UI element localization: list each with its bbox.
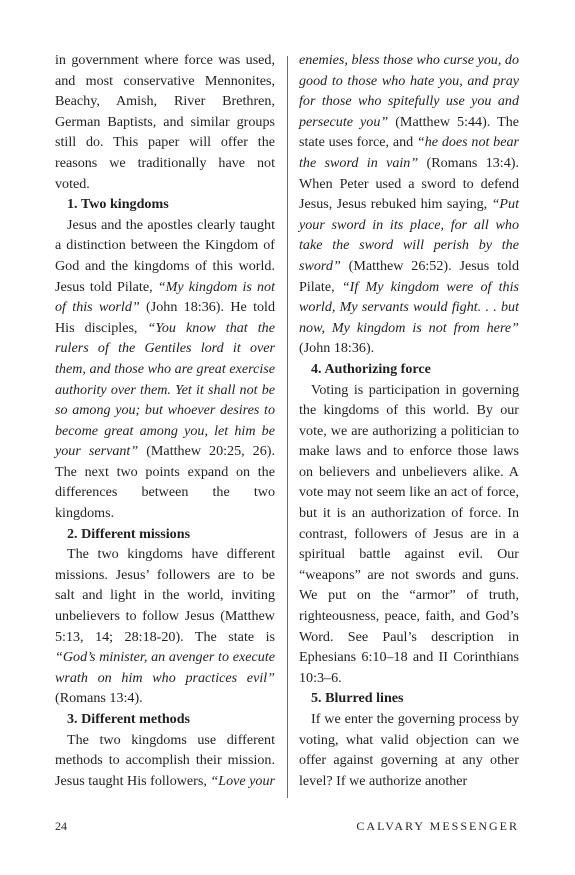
paragraph-continued xyxy=(299,50,519,359)
scripture-quote: “God’s minister, an avenger to execute wrath on him who practices evil” xyxy=(55,649,275,686)
scripture-quote: “If My kingdom were of this world, My servants would fight. . . but now, My kingdom is not from here” xyxy=(299,278,519,336)
scripture-quote: “My kingdom is not of this world” xyxy=(55,278,275,316)
paragraph-blurred-lines: If we enter the governing process by voting, what valid objection can we offer against governing at any other level? If we authorize another xyxy=(299,711,519,789)
paragraph-intro xyxy=(55,50,275,194)
page-number: 24 xyxy=(55,819,67,833)
running-title: CALVARY MESSENGER xyxy=(356,819,519,833)
paragraph-different-missions xyxy=(55,544,275,709)
heading-two-kingdoms: 1. Two kingdoms xyxy=(67,196,169,213)
paragraph-authorizing-force: Voting is participation in governing the kingdoms of this world. By our vote, we are authorizing a politician to make laws and to enforce those laws on believers and unbelievers alike. A vote may not seem like an act of force, but it is an authorization of force. In contrast, followers of Jesus are in a spiritual battle against evil. Our “weapons” are not swords and guns. We put on the “armor” of truth, righteousness, peace, faith, and God’s Word. See Paul’s description in Ephesians 6:10–18 and II Corinthians 10:3–6. xyxy=(299,381,519,686)
paragraph-text: (Romans 13:4). xyxy=(55,690,143,707)
paragraph-text: (John 18:36). xyxy=(299,340,375,357)
paragraph-two-kingdoms xyxy=(55,215,275,524)
heading-different-methods: 3. Different methods xyxy=(67,711,191,727)
scripture-quote: “he does not bear the sword in vain” xyxy=(299,134,519,171)
scripture-quote: “Put your sword in its place, for all who take the sword will perish by the sword” xyxy=(299,196,519,274)
paragraph-text: (Matthew 5:44). The state uses force, and xyxy=(299,113,519,151)
scripture-quote: enemies, bless those who curse you, do good to those who hate you, and pray for those who spitefully use you and persecute you” xyxy=(299,52,519,130)
paragraph-text: in government where force was used, and most conservative Mennonites, Beachy, Amish, River Brethren, German Baptists, and similar groups still do. This paper will offer the reasons we traditionally have not voted. xyxy=(55,52,275,192)
paragraph-text: (Matthew 20:25, 26). The next two points expand on the differences between the two kingdoms. xyxy=(55,443,275,522)
right-column xyxy=(299,50,519,791)
paragraph-different-methods xyxy=(55,730,275,792)
paragraph-text: Jesus and the apostles clearly taught a distinction between the Kingdom of God and the kingdoms of this world. Jesus told Pilate, xyxy=(55,216,275,295)
paragraph-text: (Romans 13:4). When Peter used a sword to defend Jesus, Jesus rebuked him saying, xyxy=(299,154,519,213)
column-divider xyxy=(287,56,288,798)
paragraph-text: (Matthew 26:52). Jesus told Pilate, xyxy=(299,257,519,295)
heading-authorizing-force: 4. Authorizing force xyxy=(311,360,431,377)
left-column xyxy=(55,50,275,791)
scripture-quote: “Love your xyxy=(210,772,276,789)
paragraph-text: The two kingdoms have different missions. Jesus’ followers are to be salt and light in the world, inviting unbelievers to follow Jesus (Matthew 5:13, 14; 28:18-20). The state is xyxy=(55,546,275,645)
paragraph-text: (John 18:36). He told His disciples, xyxy=(55,299,276,336)
scripture-quote: “You know that the rulers of the Gentiles lord it over them, and those who are great exercise authority over them. Yet it shall not be so among you; but whoever desires to become great among you, let him be your servant” xyxy=(55,319,275,460)
heading-different-missions: 2. Different missions xyxy=(67,525,191,542)
heading-blurred-lines: 5. Blurred lines xyxy=(311,690,404,707)
paragraph-text: The two kingdoms use different methods to accomplish their mission. Jesus taught His followers, xyxy=(55,731,275,789)
